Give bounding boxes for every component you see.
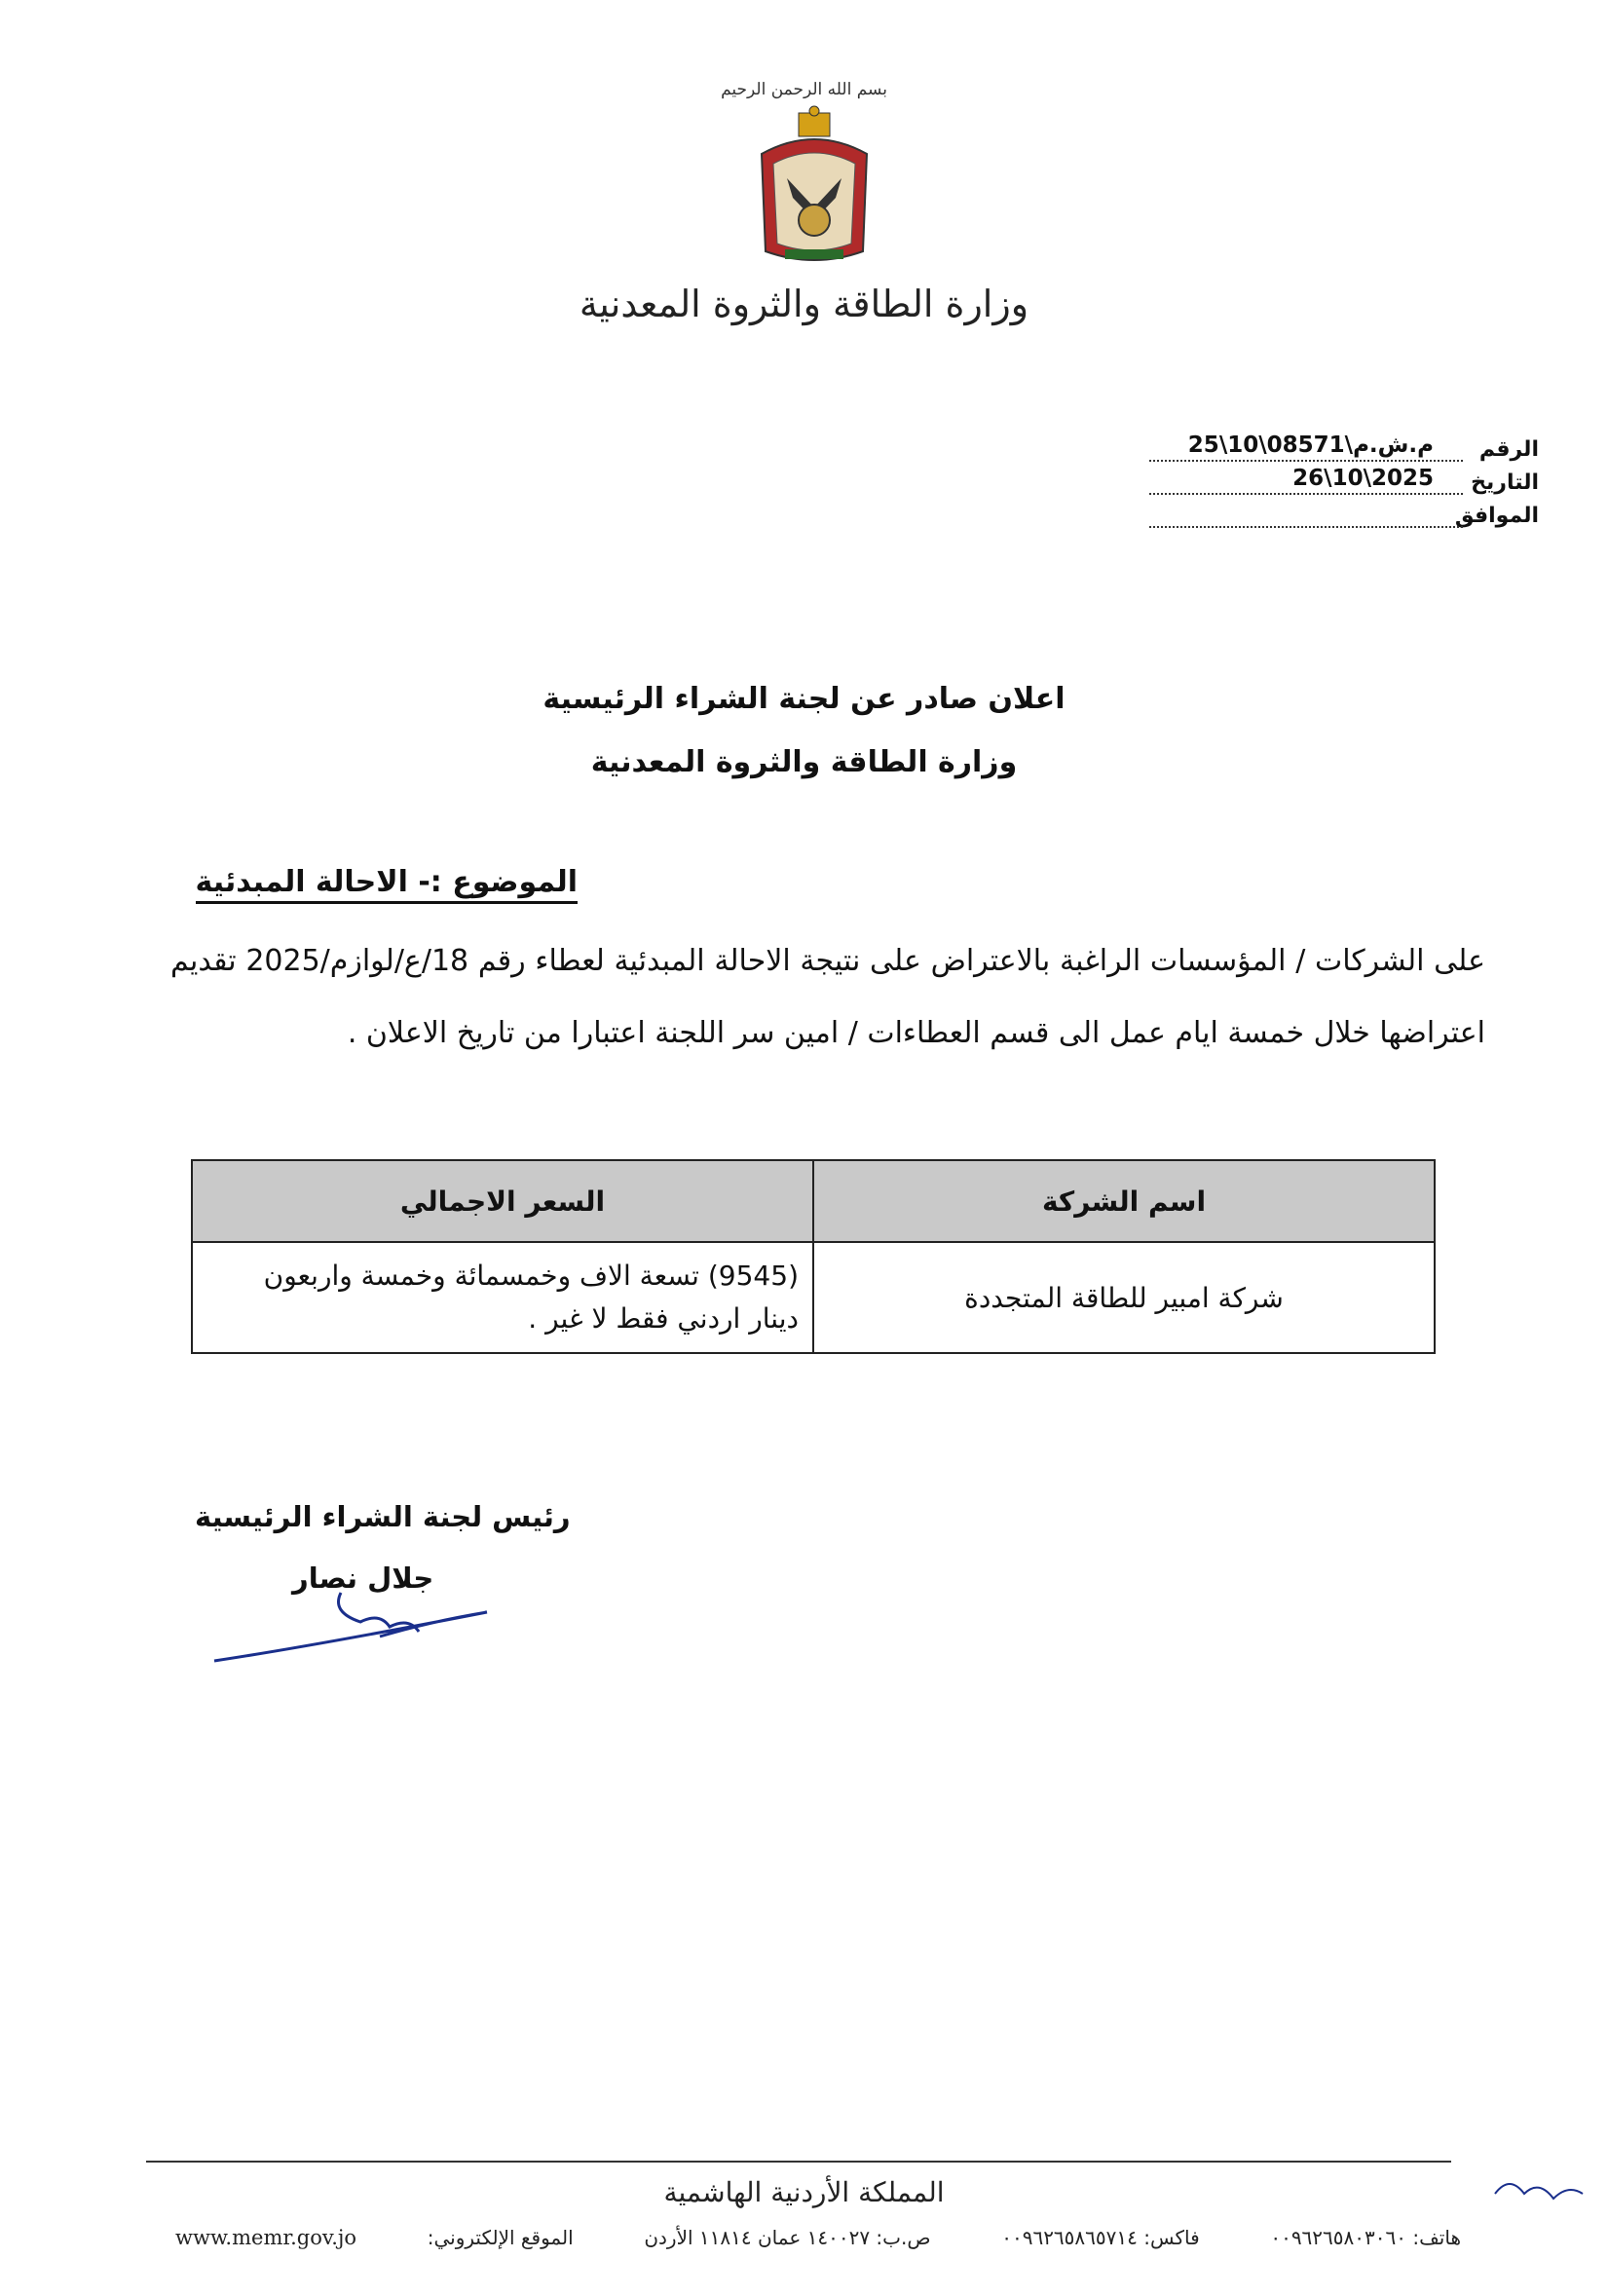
footer-phone: هاتف: ٠٠٩٦٢٦٥٨٠٣٠٦٠: [1270, 2226, 1461, 2249]
footer-po-box: ص.ب: ١٤٠٠٢٧ عمان ١١٨١٤ الأردن: [644, 2226, 931, 2249]
reference-date-value: 2025\10\26: [1292, 466, 1434, 491]
subject-line: الموضوع :- الاحالة المبدئية: [196, 865, 578, 904]
footer-website-link[interactable]: www.memr.gov.jo: [175, 2226, 357, 2249]
basmala: بسم الله الرحمن الرحيم: [721, 80, 887, 99]
cell-price: (9545) تسعة الاف وخمسمائة وخمسة واربعون دينار اردني فقط لا غير .: [192, 1242, 813, 1353]
jordan-coat-of-arms-icon: [748, 105, 880, 276]
reference-block: [1149, 429, 1539, 528]
reference-date-row: [1149, 462, 1539, 495]
reference-corresponding-label: الموافق: [1454, 504, 1539, 528]
reference-number-row: [1149, 429, 1539, 462]
table-header-row: [192, 1160, 1435, 1242]
handwritten-margin-note-icon: [1490, 2164, 1588, 2213]
footer-contact: [175, 2226, 1461, 2249]
reference-corresponding-row: [1149, 495, 1539, 528]
header-total-price: السعر الاجمالي: [192, 1160, 813, 1242]
footer-fax: فاكس: ٠٠٩٦٢٦٥٨٦٥٧١٤: [1001, 2226, 1200, 2249]
reference-number-label: الرقم: [1478, 437, 1539, 462]
ministry-logo-text: وزارة الطاقة والثروة المعدنية: [579, 282, 1029, 325]
header-company: اسم الشركة: [813, 1160, 1435, 1242]
reference-date-label: التاريخ: [1471, 470, 1539, 495]
award-table: [191, 1159, 1436, 1354]
reference-number-value: م.ش.م\08571\10\25: [1187, 433, 1434, 458]
table-row: [192, 1242, 1435, 1353]
footer-kingdom: المملكة الأردنية الهاشمية: [663, 2176, 945, 2208]
cell-company: شركة امبير للطاقة المتجددة: [813, 1242, 1435, 1353]
footer-divider: [146, 2161, 1451, 2163]
signatory-title: رئيس لجنة الشراء الرئيسية: [195, 1500, 571, 1533]
footer-website-label: الموقع الإلكتروني:: [427, 2226, 574, 2249]
ministry-title: وزارة الطاقة والثروة المعدنية: [590, 745, 1018, 779]
signatory-name: جلال نصار: [292, 1562, 434, 1595]
announcement-title: اعلان صادر عن لجنة الشراء الرئيسية: [542, 682, 1066, 716]
handwritten-signature-icon: [195, 1554, 506, 1671]
announcement-body: على الشركات / المؤسسات الراغبة بالاعتراض على نتيجة الاحالة المبدئية لعطاء رقم 18/ع/لوازم/2025 تقديم اعتراضها خلال خمسة ايام عمل الى قسم العطاءات / امين سر اللجنة اعتبارا من تاريخ الاعلان .: [170, 944, 1486, 1050]
